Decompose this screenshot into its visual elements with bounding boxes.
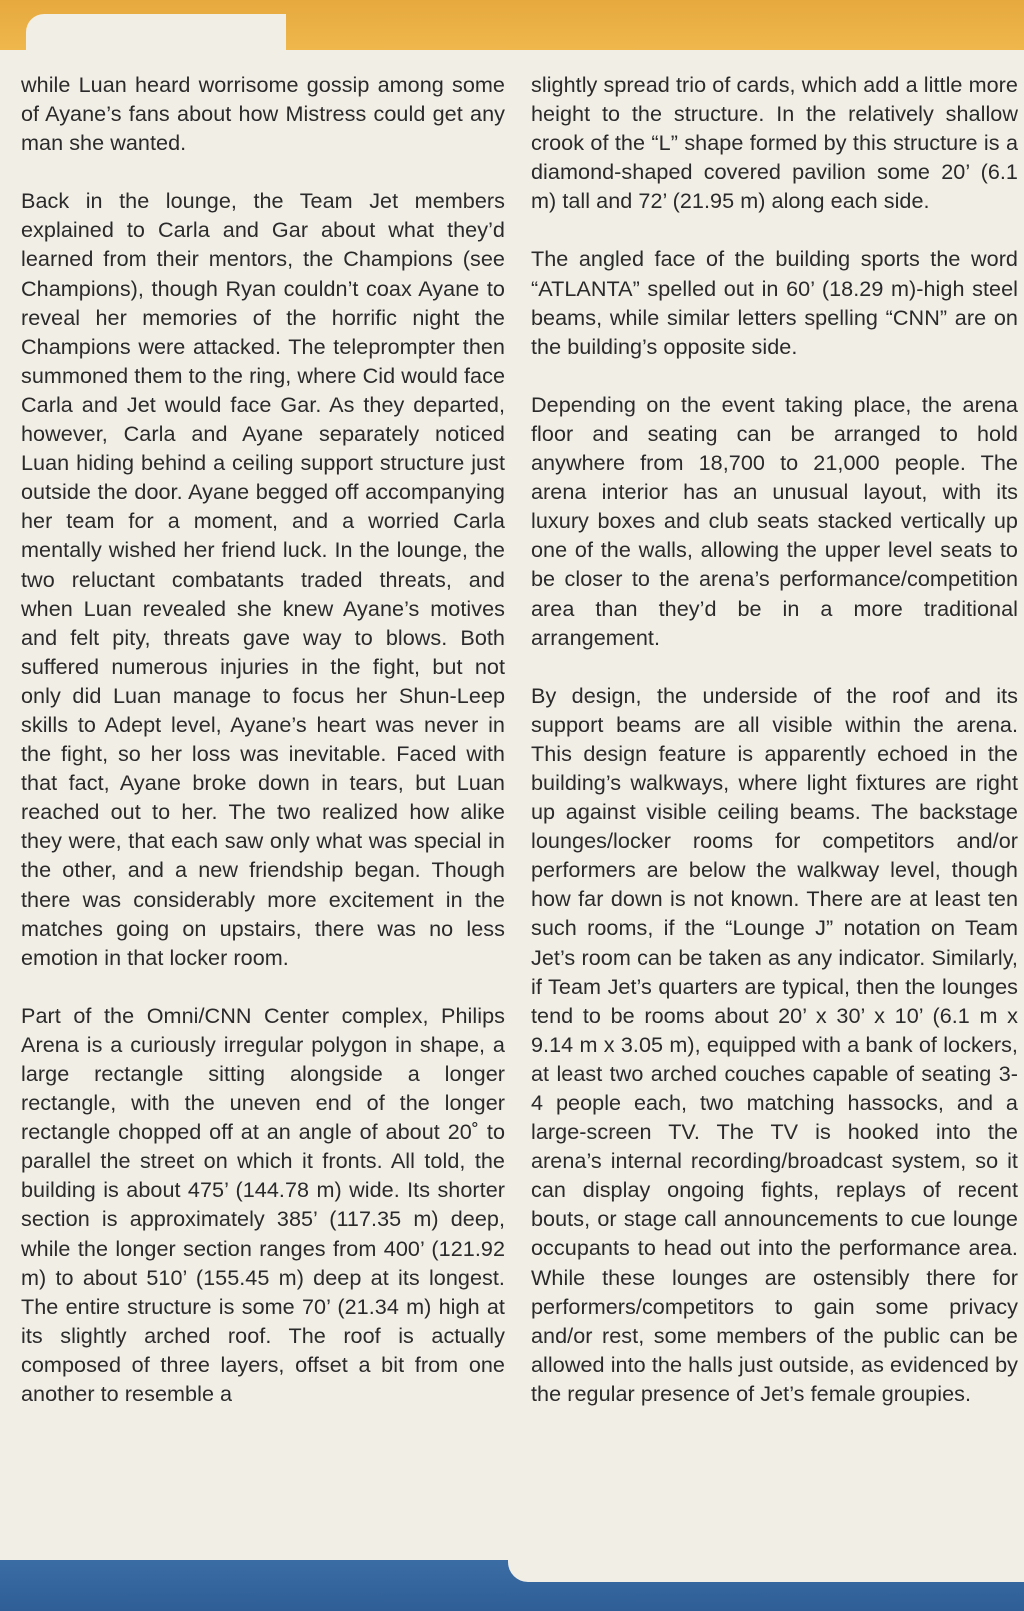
right-paragraph-3: Depending on the event taking place, the arena floor and seating can be arranged to hold anywhere from 18,700 to 21,000 people. The arena interior has an unusual layout, with its luxury boxes and club seats stacked vertically up one of the walls, allowing the upper level seats to be closer to the arena’s performance/competition area than they’d be in a more traditional arrangement. — [531, 391, 1018, 650]
left-paragraph-2: Back in the lounge, the Team Jet members explained to Carla and Gar about what they’d learned from their mentors, the Champions (see Champions), though Ryan couldn’t coax Ayane to reveal her memories of the horrific night the Champions were attacked. The teleprompter then summoned them to the ring, where Cid would face Carla and Jet would face Gar. As they departed, however, Carla and Ayane separately noticed Luan hiding behind a ceiling support structure just outside the door. Ayane begged off accompanying her team for a moment, and a worried Carla mentally wished her friend luck. In the lounge, the two reluctant combatants traded threats, and when Luan revealed she knew Ayane’s motives and felt pity, threats gave way to blows. Both suffered numerous injuries in the fight, but not only did Luan manage to focus her Shun-Leep skills to Adept level, Ayane’s heart was never in the fight, so her loss was inevitable. Faced with that fact, Ayane broke down in tears, but Luan reached out to her. The two realized how alike they were, that each saw only what was special in the other, and a new friendship began. Though there was considerably more excitement in the matches going on upstairs, there was no less emotion in that locker room. — [21, 188, 505, 970]
right-column — [531, 70, 1018, 1408]
left-paragraph-1: while Luan heard worrisome gossip among some of Ayane’s fans about how Mistress could get any man she wanted. — [21, 72, 505, 156]
left-paragraph-3: Part of the Omni/CNN Center complex, Philips Arena is a curiously irregular polygon in shape, a large rectangle sitting alongside a longer rectangle, with the uneven end of the longer rectangle chopped off at an angle of about 20˚ to parallel the street on which it fronts. All told, the building is about 475’ (144.78 m) wide. Its shorter section is approximately 385’ (117.35 m) deep, while the longer section ranges from 400’ (121.92 m) to about 510’ (155.45 m) deep at its longest. The entire structure is some 70’ (21.34 m) high at its slightly arched roof. The roof is actually composed of three layers, offset a bit from one another to resemble a — [21, 1002, 505, 1407]
right-paragraph-1: slightly spread trio of cards, which add a little more height to the structure. In the relatively shallow crook of the “L” shape formed by this structure is a diamond-shaped covered pavilion some 20’ (6.1 m) tall and 72’ (21.95 m) along each side. — [531, 72, 1018, 214]
bottom-tab-shape — [508, 1530, 1024, 1582]
left-column — [21, 70, 505, 1408]
right-paragraph-2: The angled face of the building sports the word “ATLANTA” spelled out in 60’ (18.29 m)-high steel beams, while similar letters spelling “CNN” are on the building’s opposite side. — [531, 246, 1018, 359]
top-tab-shape — [26, 14, 286, 74]
right-paragraph-4: By design, the underside of the roof and its support beams are all visible within the arena. This design feature is apparently echoed in the building’s walkways, where light fixtures are right up against visible ceiling beams. The backstage lounges/locker rooms for competitors and/or performers are below the walkway level, though how far down is not known. There are at least ten such rooms, if the “Lounge J” notation on Team Jet’s room can be taken as any indicator. Similarly, if Team Jet’s quarters are typical, then the lounges tend to be rooms about 20’ x 30’ x 10’ (6.1 m x 9.14 m x 3.05 m), equipped with a bank of lockers, at least two arched couches capable of seating 3-4 people each, two matching hassocks, and a large-screen TV. The TV is hooked into the arena’s internal recording/broadcast system, so it can display ongoing fights, replays of recent bouts, or stage call announcements to cue lounge occupants to head out into the performance area. While these lounges are ostensibly there for performers/competitors to gain some privacy and/or rest, some members of the public can be allowed into the halls just outside, as evidenced by the regular presence of Jet’s female groupies. — [531, 682, 1018, 1406]
